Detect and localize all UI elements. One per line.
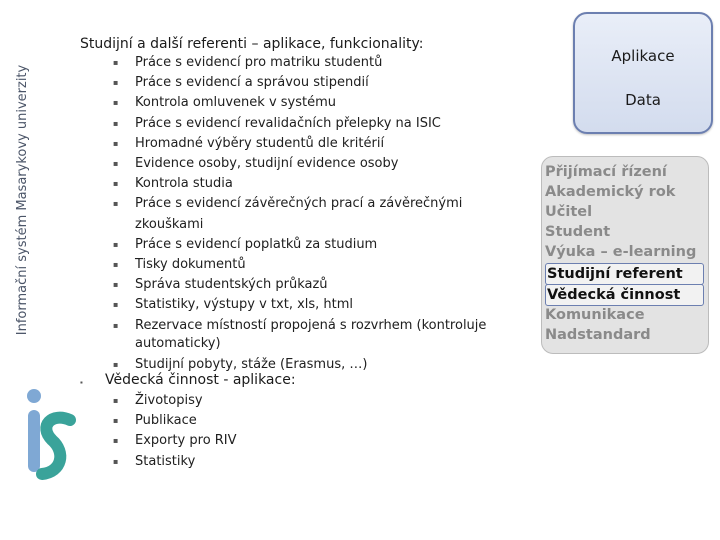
list-item: ▪ Exporty pro RIV <box>113 431 413 451</box>
list-item: ▪ Práce s evidencí revalidačních přelepky na ISIC <box>113 114 523 134</box>
list-item: ▪ Hromadné výběry studentů dle kritérií <box>113 134 523 154</box>
menu-item-student[interactable]: Student <box>545 224 611 240</box>
list-item: ▪ Práce s evidencí poplatků za studium <box>113 235 523 255</box>
menu-item-akademicky-rok[interactable]: Akademický rok <box>545 184 676 200</box>
app-data-box[interactable] <box>573 12 713 134</box>
app-box-line2: Data <box>625 91 661 109</box>
bullet-marker: ▪ <box>80 378 83 387</box>
menu-item-ucitel[interactable]: Učitel <box>545 204 593 220</box>
section1-title: Studijní a další referenti – aplikace, funkcionality: <box>80 36 424 52</box>
list-item: ▪ Statistiky, výstupy v txt, xls, html <box>113 295 523 315</box>
menu-item-komunikace[interactable]: Komunikace <box>545 307 645 323</box>
menu-item-studijni-referent[interactable]: Studijní referent <box>545 263 704 285</box>
menu-item-nadstandard[interactable]: Nadstandard <box>545 327 651 343</box>
section2-list <box>113 391 413 472</box>
list-item: ▪ Životopisy <box>113 391 413 411</box>
list-item: ▪ Práce s evidencí závěrečných prací a závěrečnými zkouškami <box>113 194 523 234</box>
section2-title: Vědecká činnost - aplikace: <box>105 372 296 388</box>
list-item: ▪ Statistiky <box>113 452 413 472</box>
is-logo-icon <box>12 388 82 498</box>
list-item: ▪ Publikace <box>113 411 413 431</box>
list-item: ▪ Kontrola omluvenek v systému <box>113 93 523 113</box>
app-box-line1: Aplikace <box>611 47 675 65</box>
list-item: ▪ Kontrola studia <box>113 174 523 194</box>
list-item: ▪ Evidence osoby, studijní evidence osoby <box>113 154 523 174</box>
list-item: ▪ Správa studentských průkazů <box>113 275 523 295</box>
list-item: ▪ Práce s evidencí a správou stipendií <box>113 73 523 93</box>
menu-item-vyuka[interactable]: Výuka – e-learning <box>545 244 697 260</box>
menu-item-prijimaci-rizeni[interactable]: Přijímací řízení <box>545 164 667 180</box>
menu-item-vedecka-cinnost[interactable]: Vědecká činnost <box>545 284 704 306</box>
list-item: ▪ Práce s evidencí pro matriku studentů <box>113 53 523 73</box>
list-item: ▪ Rezervace místností propojená s rozvrhem (kontroluje automaticky) <box>113 316 495 353</box>
list-item: ▪ Studijní pobyty, stáže (Erasmus, …) <box>113 355 523 375</box>
list-item: ▪ Tisky dokumentů <box>113 255 523 275</box>
vertical-title: Informační systém Masarykovy univerzity <box>15 64 30 336</box>
section1-list <box>113 53 523 375</box>
